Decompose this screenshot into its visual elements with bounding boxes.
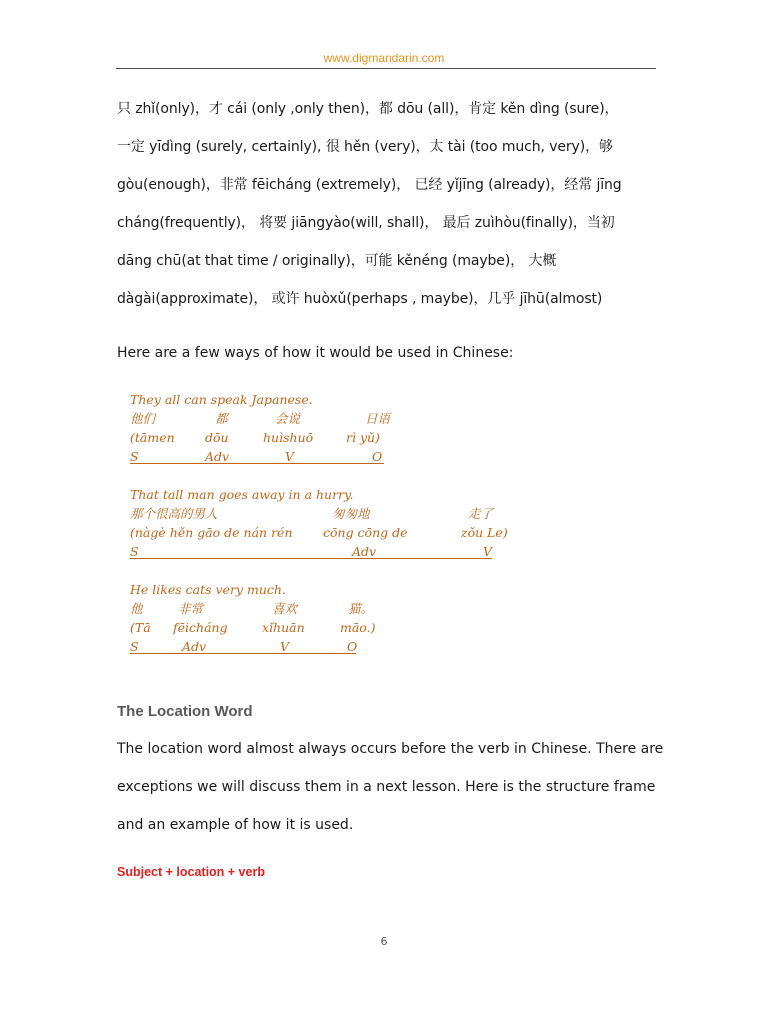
pinyin-word: xǐhuān — [262, 620, 305, 635]
header-rule — [116, 68, 656, 69]
role-label: Adv — [352, 544, 377, 559]
role-label: Adv — [182, 639, 207, 654]
header-url: www.digmandarin.com — [323, 51, 445, 65]
chinese-word: 走了 — [468, 506, 494, 521]
adverb-line: 一定 yīdìng (surely, certainly), 很 hěn (very)，太 tài (too much, very)，够 — [117, 139, 613, 155]
pinyin-word: fēicháng — [173, 620, 228, 635]
role-label: Adv — [205, 449, 230, 464]
chinese-word: 他 — [130, 601, 143, 616]
chinese-word: 匆匆地 — [332, 506, 370, 521]
role-label: V — [483, 544, 493, 559]
pinyin-word: rì yǔ) — [346, 430, 380, 445]
role-label: O — [372, 449, 383, 464]
pinyin-word: huìshuō — [263, 430, 314, 445]
intro-sentence: Here are a few ways of how it would be used in Chinese: — [117, 345, 514, 361]
adverb-line: gòu(enough)，非常 fēicháng (extremely)， 已经 yǐjīng (already)，经常 jīng — [117, 177, 622, 193]
role-underline — [130, 558, 492, 559]
role-label: S — [130, 449, 139, 464]
paragraph-line: exceptions we will discuss them in a next lesson. Here is the structure frame — [117, 779, 656, 795]
chinese-word: 都 — [215, 411, 228, 426]
structure-formula: Subject + location + verb — [117, 865, 265, 879]
adverb-line: dāng chū(at that time / originally)，可能 kěnéng (maybe)， 大概 — [117, 253, 557, 269]
chinese-word: 喜欢 — [272, 601, 298, 616]
role-label: S — [130, 639, 139, 654]
role-label: O — [347, 639, 358, 654]
paragraph-line: The location word almost always occurs before the verb in Chinese. There are — [117, 741, 664, 757]
pinyin-word: (nàgè hěn gāo de nán rén — [130, 525, 293, 540]
pinyin-word: (Tā — [130, 620, 151, 635]
adverb-line: dàgài(approximate)， 或许 huòxǔ(perhaps , maybe)，几乎 jīhū(almost) — [117, 291, 603, 307]
chinese-word: 他们 — [130, 411, 156, 426]
chinese-word: 会说 — [275, 411, 301, 426]
role-underline — [130, 653, 356, 654]
adverb-line: cháng(frequently)， 将要 jiāngyào(will, shall)， 最后 zuìhòu(finally)，当初 — [117, 215, 615, 231]
adverb-line: 只 zhǐ(only)，才 cái (only ,only then)，都 dōu (all)，肯定 kěn dìng (sure)， — [117, 101, 619, 117]
chinese-word: 猫。 — [348, 601, 374, 616]
pinyin-word: cōng cōng de — [323, 525, 408, 540]
paragraph-line: and an example of how it is used. — [117, 817, 354, 833]
pinyin-word: māo.) — [340, 620, 376, 635]
role-label: V — [285, 449, 295, 464]
role-underline — [130, 463, 384, 464]
pinyin-word: zǒu Le) — [461, 525, 508, 540]
pinyin-word: dōu — [205, 430, 229, 445]
page-number: 6 — [380, 935, 388, 948]
chinese-word: 非常 — [178, 601, 204, 616]
pinyin-word: (tāmen — [130, 430, 175, 445]
section-heading: The Location Word — [117, 703, 253, 720]
chinese-word: 那个很高的男人 — [130, 506, 218, 521]
role-label: S — [130, 544, 139, 559]
chinese-word: 日语 — [365, 411, 391, 426]
role-label: V — [280, 639, 290, 654]
